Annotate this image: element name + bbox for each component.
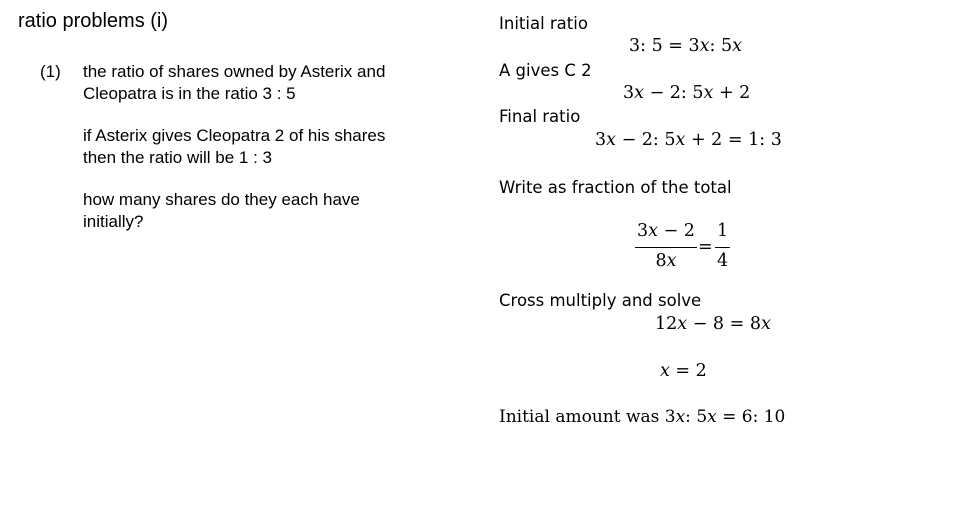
step-label-fraction: Write as fraction of the total [499, 178, 732, 197]
answer-line: Initial amount was 3𝑥: 5𝑥 = 6: 10 [499, 407, 786, 427]
fraction-left-denominator: 8𝑥 [655, 251, 677, 271]
question-line: initially? [83, 212, 144, 231]
fraction-equals-sign: = [698, 237, 713, 257]
equation-final-ratio: 3𝑥 − 2: 5𝑥 + 2 = 1: 3 [595, 130, 782, 150]
question-line: then the ratio will be 1 : 3 [83, 148, 273, 167]
step-label-gives: A gives C 2 [499, 61, 592, 80]
step-label-cross-multiply: Cross multiply and solve [499, 291, 702, 310]
question-line: the ratio of shares owned by Asterix and [83, 62, 386, 81]
fraction-left [635, 223, 697, 271]
page-title: ratio problems (i) [18, 10, 169, 32]
fraction-right-numerator: 1 [717, 221, 729, 241]
question-line: if Asterix gives Cleopatra 2 of his shares [83, 126, 386, 145]
fraction-right [715, 223, 730, 271]
question-line: how many shares do they each have [83, 190, 360, 209]
step-label-final-ratio: Final ratio [499, 107, 581, 126]
step-label-initial-ratio: Initial ratio [499, 14, 588, 33]
equation-solution-x: 𝑥 = 2 [660, 361, 707, 381]
question-line: Cleopatra is in the ratio 3 : 5 [83, 84, 296, 103]
question-number: (1) [40, 62, 61, 81]
equation-cross-multiply: 12𝑥 − 8 = 8𝑥 [655, 314, 771, 334]
equation-initial-ratio: 3: 5 = 3𝑥: 5𝑥 [629, 36, 742, 56]
equation-after-gift: 3𝑥 − 2: 5𝑥 + 2 [623, 83, 751, 103]
fraction-right-denominator: 4 [717, 251, 729, 271]
fraction-left-numerator: 3𝑥 − 2 [637, 221, 695, 241]
